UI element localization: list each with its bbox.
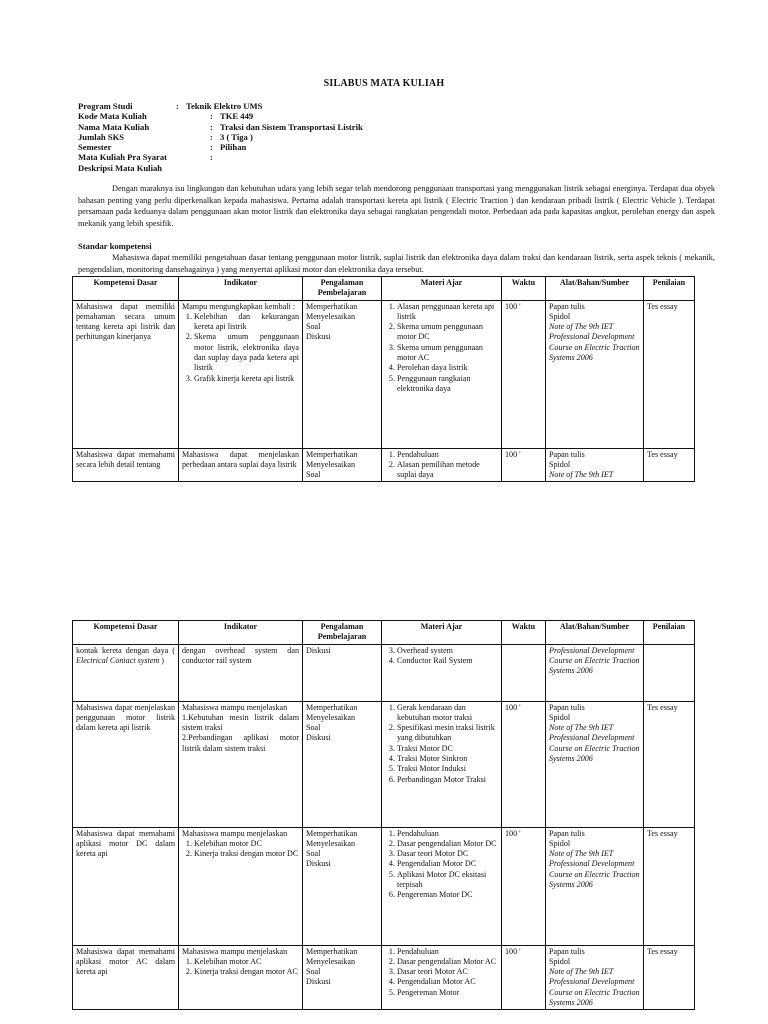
indikator-cell: Mahasiswa dapat menjelaskan perbedaan antara suplai daya listrik (179, 448, 303, 482)
sumber-reference: Note of The 9th IET Professional Development Course on Electric Traction Systems 2006 (549, 723, 640, 764)
materi-list (385, 703, 498, 785)
indikator-intro: Mahasiswa mampu menjelaskan (182, 828, 288, 838)
kompetensi-cell: Mahasiswa dapat memahami secara lebih detail tentang (73, 448, 179, 482)
list-item: 4. Perolehan daya listrik (397, 363, 498, 373)
alat-item: Papan tulis (549, 702, 585, 712)
list-item: 6. Perbandingan Motor Traksi (397, 775, 498, 785)
meta-key: Deskripsi Mata Kuliah (78, 162, 163, 173)
list-item: Diskusi (306, 733, 331, 743)
materi-list (385, 829, 498, 901)
pengalaman-cell: Diskusi (303, 644, 382, 701)
alat-item: Spidol (549, 311, 571, 321)
list-item: 1. Kelebihan dan kekurangan kereta api listrik (194, 312, 299, 333)
list-item: 4. Conductor Rail System (397, 656, 498, 666)
header-indikator: Indikator (179, 277, 303, 301)
list-item: 2. Alasan pemilihan metode suplai daya (397, 460, 498, 481)
alat-cell (546, 827, 644, 945)
pengalaman-cell (303, 827, 382, 945)
list-item: Menyelesaikan (306, 838, 355, 848)
indikator-cell (179, 827, 303, 945)
list-item: 1.Kebutuhan mesin listrik dalam sistem traksi (182, 712, 299, 733)
meta-key: Jumlah SKS (78, 131, 125, 142)
meta-sep: : (210, 131, 213, 142)
meta-sep: : (210, 111, 213, 122)
list-item: Memperhatikan (306, 449, 358, 459)
list-item: 3. Dasar teori Motor AC (397, 967, 498, 977)
list-item: 3. Skema umum penggunaan motor AC (397, 343, 498, 364)
indikator-intro: Mahasiswa mampu menjelaskan (182, 946, 288, 956)
list-item: 1. Kelebihan motor DC (194, 839, 299, 849)
meta-sep: : (176, 101, 179, 111)
materi-list (385, 947, 498, 998)
list-item: 5. Aplikasi Motor DC eksitasi terpisah (397, 870, 498, 891)
list-item: 1. Pendahuluan (397, 947, 498, 957)
indikator-list (182, 839, 299, 860)
list-item: 6. Pengereman Motor DC (397, 890, 498, 900)
header-materi: Materi Ajar (382, 277, 502, 301)
list-item: 5. Pengereman Motor (397, 988, 498, 998)
waktu-cell: 100 ' (502, 827, 546, 945)
alat-item: Spidol (549, 956, 571, 966)
header-pengalaman: Pengalaman Pembelajaran (303, 621, 382, 645)
kompetensi-italic: Electrical Contact system (76, 655, 160, 665)
list-item: Diskusi (306, 332, 331, 342)
materi-cell (382, 644, 502, 701)
header-kompetensi: Kompetensi Dasar (73, 277, 179, 301)
meta-value: Pilihan (220, 142, 247, 153)
list-item: Soal (306, 470, 321, 480)
list-item: 2. Skema umum penggunaan motor listrik, elektronika daya dan suplay daya pada ketera api listrik (194, 332, 299, 373)
alat-item: Papan tulis (549, 449, 585, 459)
list-item: 3. Overhead system (397, 646, 498, 656)
header-materi: Materi Ajar (382, 621, 502, 645)
list-item: 4. Pengendalian Motor AC (397, 977, 498, 987)
meta-key: Program Studi (78, 101, 133, 111)
meta-sep: : (210, 152, 213, 163)
indikator-intro: Mampu mengungkapkan kembali : (182, 301, 296, 311)
header-waktu: Waktu (502, 277, 546, 301)
list-item: Menyelesaikan (306, 712, 355, 722)
kompetensi-end: ) (159, 655, 164, 665)
meta-sep: : (210, 121, 213, 132)
sumber-reference: Note of The 9th IET Professional Development Course on Electric Traction Systems 2006 (549, 322, 640, 363)
pengalaman-cell (303, 701, 382, 827)
list-item: Soal (306, 723, 321, 733)
page-title: SILABUS MATA KULIAH (323, 78, 445, 89)
list-item: 2. Dasar pengendalian Motor DC (397, 839, 498, 849)
alat-item: Papan tulis (549, 828, 585, 838)
standard-text: Mahasiswa dapat memiliki pengetahuan dasar tentang penggunaan motor listrik, suplai listrik dan elektronika daya dalam traksi dan kendaraan listrik, serta aspek teknis ( mekanik, pengendalian, monitoring dansebagainya ) yang menyertai aplikasi motor dan elektronika daya tersebut. (78, 253, 715, 274)
indikator-cell: dengan overhead system dan conductor rail system (179, 644, 303, 701)
list-item: 2. Dasar pengendalian Motor AC (397, 957, 498, 967)
header-kompetensi: Kompetensi Dasar (73, 621, 179, 645)
list-item: Diskusi (306, 977, 331, 987)
waktu-cell: 100 ' (502, 448, 546, 482)
list-item: 2. Kinerja traksi dengan motor DC (194, 849, 299, 859)
indikator-intro: Mahasiswa mampu menjelaskan (182, 702, 288, 712)
meta-key: Nama Mata Kuliah (78, 121, 150, 132)
syllabus-table-2 (72, 620, 695, 1010)
list-item: Soal (306, 967, 321, 977)
list-item: 5. Traksi Motor Induksi (397, 764, 498, 774)
list-item: 2.Perbandingan aplikasi motor listrik dalam sistem traksi (182, 733, 299, 753)
kompetensi-cell: Mahasiswa dapat memahami aplikasi motor AC dalam kereta api (73, 945, 179, 1010)
penilaian-cell: Tes essay (644, 701, 695, 827)
materi-cell (382, 827, 502, 945)
header-waktu: Waktu (502, 621, 546, 645)
alat-item: Spidol (549, 459, 571, 469)
penilaian-cell: Tes essay (644, 827, 695, 945)
meta-key: Mata Kuliah Pra Syarat (78, 152, 168, 163)
meta-value: TKE 449 (220, 111, 254, 122)
list-item: 1. Gerak kendaraan dan kebutuhan motor traksi (397, 703, 498, 724)
list-item: 3. Dasar teori Motor DC (397, 849, 498, 859)
list-item: 2. Skema umum penggunaan motor DC (397, 322, 498, 343)
meta-key: Semester (78, 142, 112, 153)
header-alat: Alat/Bahan/Sumber (546, 621, 644, 645)
indikator-cell (179, 945, 303, 1010)
meta-value: Traksi dan Sistem Transportasi Listrik (220, 121, 363, 132)
table-row (73, 644, 695, 701)
sumber-reference: Professional Development Course on Electric Traction Systems 2006 (549, 645, 640, 676)
waktu-cell (502, 644, 546, 701)
meta-key: Kode Mata Kuliah (78, 111, 147, 122)
alat-item: Papan tulis (549, 946, 585, 956)
list-item: Menyelesaikan (306, 956, 355, 966)
sumber-reference: Note of The 9th IET Professional Development Course on Electric Traction Systems 2006 (549, 967, 640, 1008)
list-item: Soal (306, 322, 321, 332)
sumber-reference: Note of The 9th IET Professional Development Course on Electric Traction Systems 2006 (549, 849, 640, 890)
alat-item: Papan tulis (549, 301, 585, 311)
penilaian-cell: Tes essay (644, 300, 695, 448)
list-item: Memperhatikan (306, 301, 358, 311)
kompetensi-cell: Mahasiswa dapat memahami aplikasi motor DC dalam kereta api (73, 827, 179, 945)
list-item: 4. Pengendalian Motor DC (397, 859, 498, 869)
alat-item: Spidol (549, 838, 571, 848)
alat-cell (546, 945, 644, 1010)
header-indikator: Indikator (179, 621, 303, 645)
indikator-cell (179, 701, 303, 827)
kompetensi-text: kontak kereta dengan daya ( (76, 645, 175, 655)
waktu-cell: 100 ' (502, 701, 546, 827)
list-item: 4. Traksi Motor Sinkron (397, 754, 498, 764)
header-pengalaman: Pengalaman Pembelajaran (303, 277, 382, 301)
list-item: 3. Traksi Motor DC (397, 744, 498, 754)
course-description: Dengan maraknya isu lingkungan dan kebutuhan udara yang lebih segar telah mendorong penggunaan transportasi yang menggunakan listrik sebagai energinya. Terdapat dua obyek bahasan penting yang perlu diperkenalkan kepada mahasiswa. Pertama adalah transportasi kereta api listrik ( Electric Traction ) dan kendaraan pribadi listrik ( Electric Vehicle ). Terdapat persamaan pada keduanya dalam penggunaan akan motor listrik dan elektronika daya sebagai rangkaian pengendali motor. Perbedaan ada pada kapasitas angkut, perolehan energy dan aspek mekanik yang lebih spesifik. (78, 184, 715, 229)
standard-heading: Standar kompetensi (78, 241, 152, 251)
list-item: Memperhatikan (306, 946, 358, 956)
materi-list (385, 646, 498, 667)
meta-value: Teknik Elektro UMS (186, 101, 263, 111)
kompetensi-cell (73, 644, 179, 701)
meta-value: 3 ( Tiga ) (220, 131, 253, 142)
list-item: Menyelesaikan (306, 311, 355, 321)
materi-cell (382, 701, 502, 827)
penilaian-cell (644, 644, 695, 701)
alat-item: Spidol (549, 712, 571, 722)
waktu-cell: 100 ' (502, 300, 546, 448)
materi-cell (382, 945, 502, 1010)
list-item: 1. Alasan penggunaan kereta api listrik (397, 302, 498, 323)
header-penilaian: Penilaian (644, 621, 695, 645)
list-item: 2. Kinerja traksi dengan motor AC (194, 967, 299, 977)
penilaian-cell: Tes essay (644, 448, 695, 482)
list-item: 2. Spesifikasi mesin traksi listrik yang dibutuhkan (397, 723, 498, 744)
sumber-reference: Note of The 9th IET (549, 470, 614, 480)
table-header-row (73, 621, 695, 645)
meta-sep: : (210, 142, 213, 153)
list-item: Memperhatikan (306, 828, 358, 838)
header-penilaian: Penilaian (644, 277, 695, 301)
alat-cell (546, 644, 644, 701)
list-item: 1. Pendahuluan (397, 829, 498, 839)
table-row (73, 701, 695, 827)
kompetensi-cell: Mahasiswa dapat memiliki pemahaman secara umum tentang kereta api listrik dan perhitungan kinerjanya (73, 300, 179, 448)
table-row (73, 945, 695, 1010)
alat-cell (546, 701, 644, 827)
header-alat: Alat/Bahan/Sumber (546, 277, 644, 301)
indikator-list (182, 957, 299, 978)
penilaian-cell: Tes essay (644, 945, 695, 1010)
list-item: Memperhatikan (306, 702, 358, 712)
list-item: 5. Penggunaan rangkaian elektronika daya (397, 374, 498, 395)
list-item: Diskusi (306, 859, 331, 869)
list-item: 3. Grafik kinerja kereta api listrik (194, 374, 299, 384)
table-row (73, 827, 695, 945)
pengalaman-cell (303, 945, 382, 1010)
list-item: 1. Pendahuluan (397, 450, 498, 460)
list-item: 1. Kelebihan motor AC (194, 957, 299, 967)
list-item: Menyelesaikan (306, 459, 355, 469)
waktu-cell: 100 ' (502, 945, 546, 1010)
list-item: Soal (306, 849, 321, 859)
kompetensi-cell: Mahasiswa dapat menjelaskan penggunaan motor listrik dalam kereta api listrik (73, 701, 179, 827)
